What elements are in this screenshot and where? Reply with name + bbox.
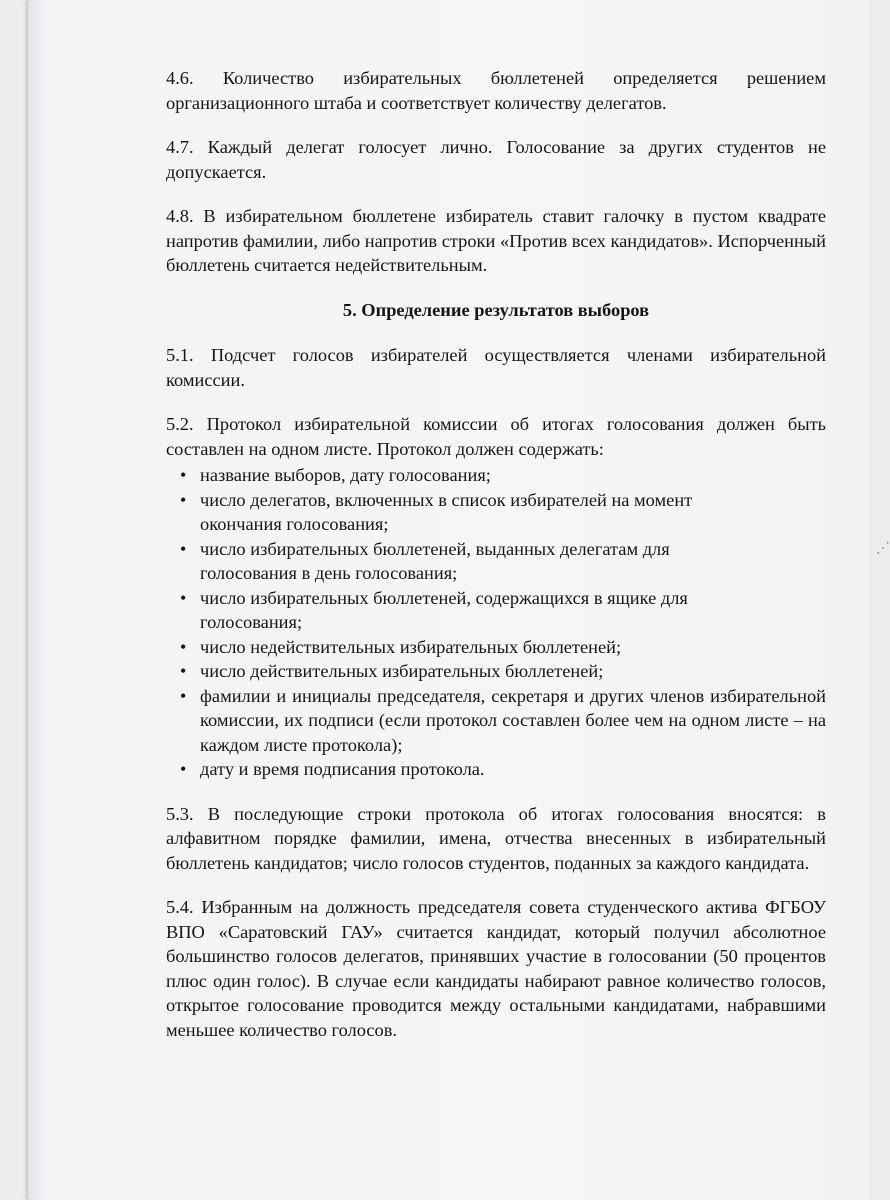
protocol-list (166, 463, 826, 782)
list-item: • название выборов, дату голосования; (166, 463, 826, 488)
paragraph-4-7: 4.7. Каждый делегат голосует лично. Голосование за других студентов не допускается. (166, 137, 826, 182)
paragraph-4-6: 4.6. Количество избирательных бюллетеней определяется решением организационного штаба и соответствует количеству делегатов. (166, 68, 826, 113)
list-item: • число делегатов, включенных в список избирателей на момент окончания голосования; (166, 488, 826, 537)
list-item: • число избирательных бюллетеней, содержащихся в ящике для голосования; (166, 586, 826, 635)
scan-speck: ⋰ (876, 541, 890, 556)
document-body (166, 66, 826, 1062)
list-item: • число избирательных бюллетеней, выданных делегатам для голосования в день голосования; (166, 537, 826, 586)
list-item: • фамилии и инициалы председателя, секретаря и других членов избирательной комиссии, их подписи (если протокол составлен более чем на одном листе – на каждом листе протокола); (166, 684, 826, 758)
list-item: • дату и время подписания протокола. (166, 757, 826, 782)
list-item: • число действительных избирательных бюллетеней; (166, 659, 826, 684)
section-title: 5. Определение результатов выборов (342, 299, 650, 320)
paragraph-5-1: 5.1. Подсчет голосов избирателей осуществляется членами избирательной комиссии. (166, 345, 826, 390)
paragraph-5-4: 5.4. Избранным на должность председателя совета студенческого актива ФГБОУ ВПО «Саратовский ГАУ» считается кандидат, который получил абсолютное большинство голосов делегатов, принявших участие в голосовании (50 процентов плюс один голос). В случае если кандидаты набирают равное количество голосов, открытое голосование проводится между остальными кандидатами, набравшими меньшее количество голосов. (166, 897, 826, 1040)
paragraph-4-8: 4.8. В избирательном бюллетене избиратель ставит галочку в пустом квадрате напротив фамилии, либо напротив строки «Против всех кандидатов». Испорченный бюллетень считается недействительным. (166, 206, 826, 275)
paragraph-5-2: 5.2. Протокол избирательной комиссии об итогах голосования должен быть составлен на одном листе. Протокол должен содержать: (166, 414, 826, 459)
paragraph-5-3: 5.3. В последующие строки протокола об итогах голосования вносятся: в алфавитном порядке фамилии, имена, отчества внесенных в избирательный бюллетень кандидатов; число голосов студентов, поданных за каждого кандидата. (166, 803, 826, 873)
list-item: • число недействительных избирательных бюллетеней; (166, 635, 826, 660)
